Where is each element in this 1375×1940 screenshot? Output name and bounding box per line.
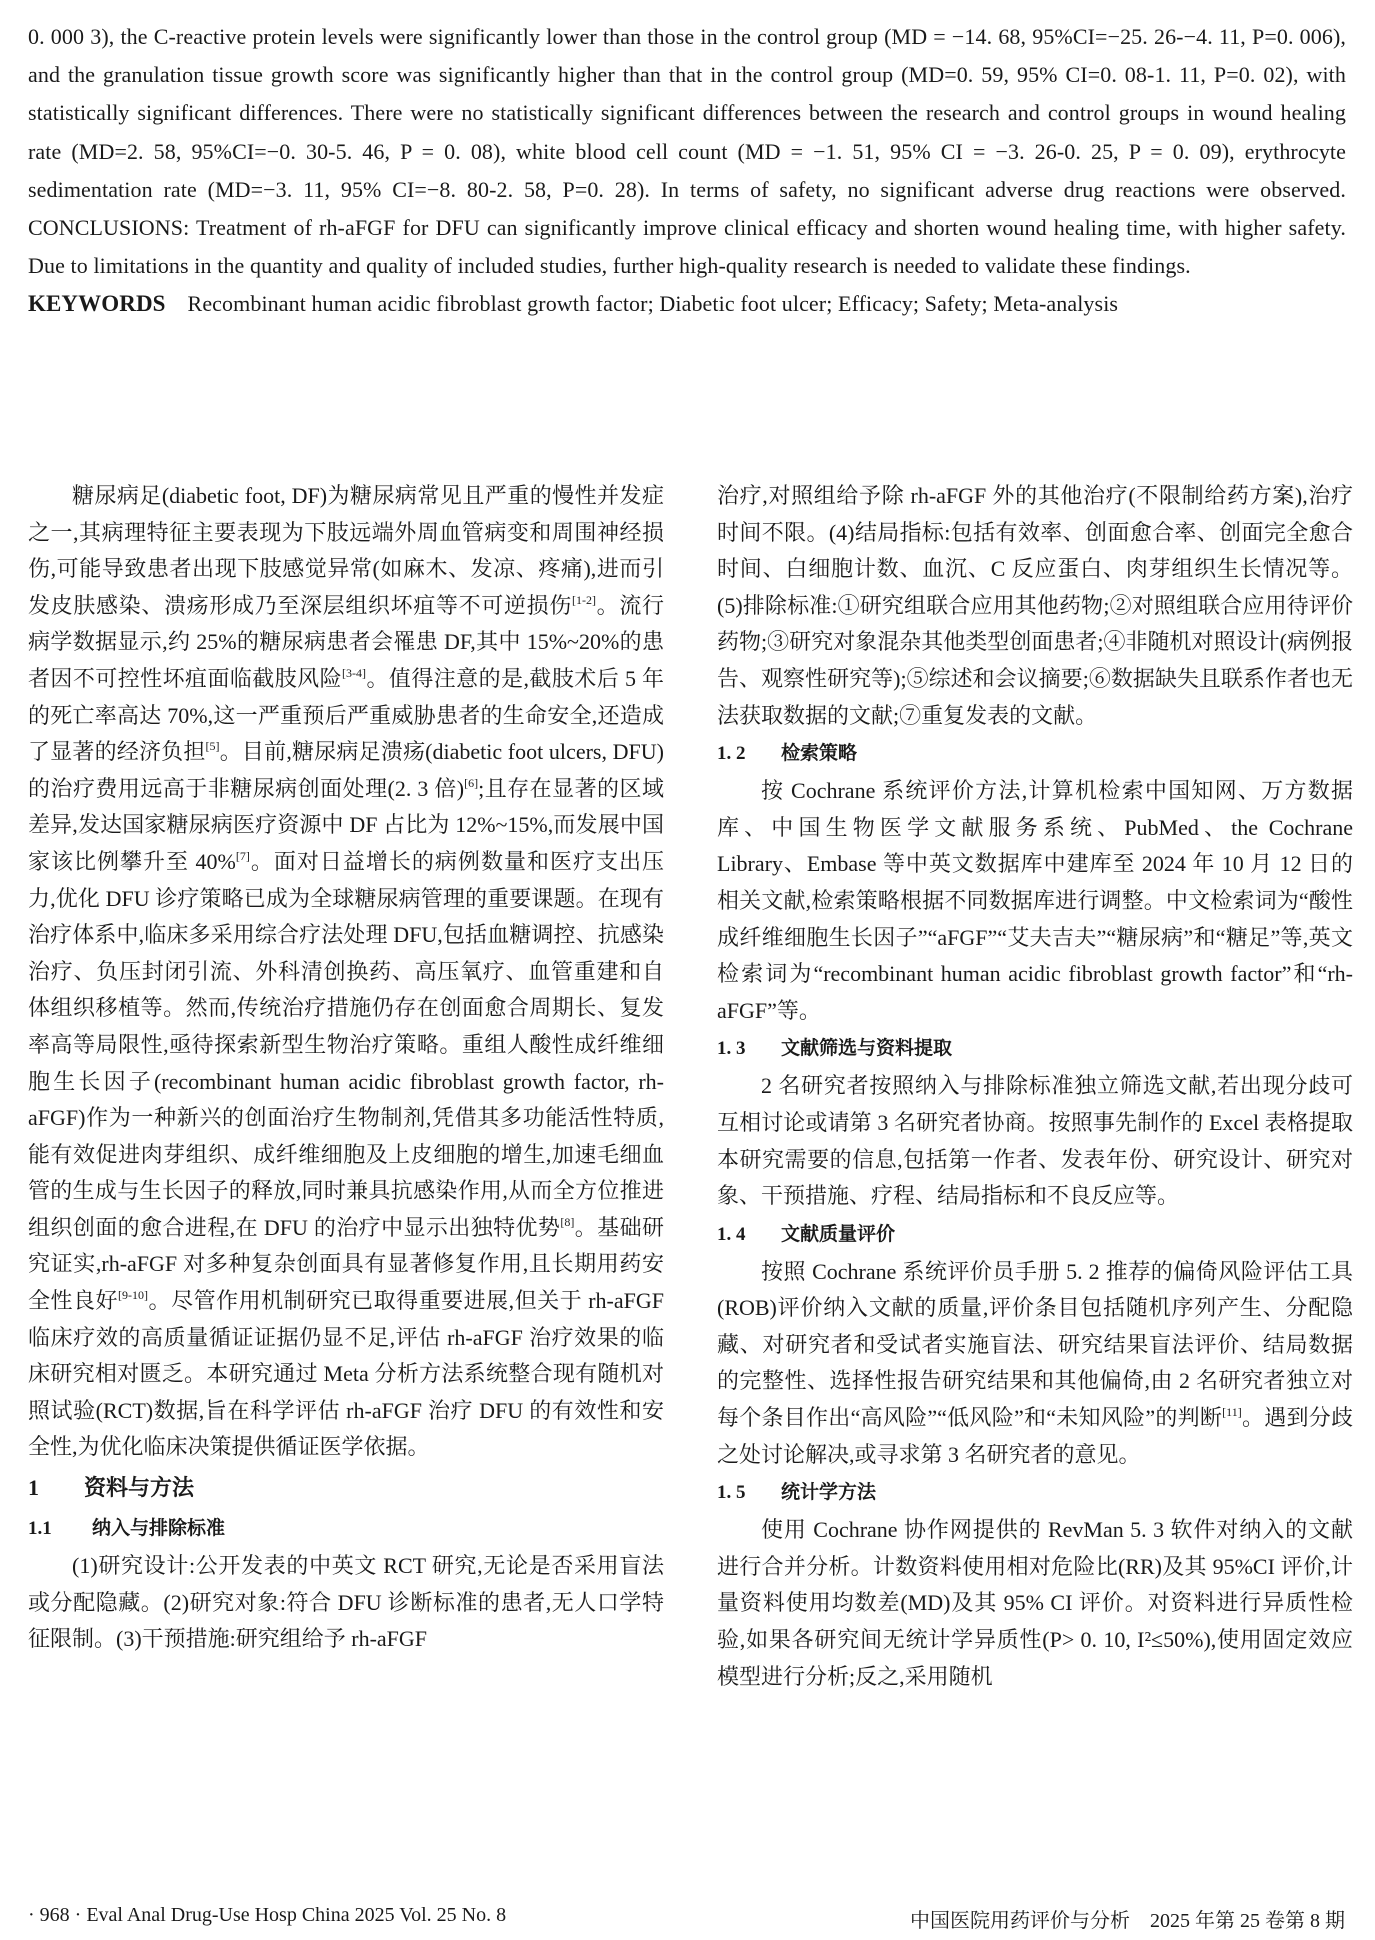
page-footer-left: · 968 · Eval Anal Drug-Use Hosp China 2025 Vol. 25 No. 8	[28, 1904, 507, 1926]
screening-text: 2 名研究者按照纳入与排除标准独立筛选文献,若出现分歧可互相讨论或请第 3 名研究者协商。按照事先制作的 Excel 表格提取本研究需要的信息,包括第一作者、发表年份、研究设计、研究对象、干预措施、疗程、结局指标和不良反应等。	[717, 1073, 1353, 1209]
intro-text-7: 。基础研究证实,rh-aFGF 对多种复杂创面具有显著修复作用,且长期用药安全性良好	[28, 1214, 664, 1314]
inclusion-criteria-text: (1)研究设计:公开发表的中英文 RCT 研究,无论是否采用盲法或分配隐藏。(2)研究对象:符合 DFU 诊断标准的患者,无人口学特征限制。(3)干预措施:研究组给予 rh-aFGF	[28, 1553, 664, 1652]
intro-text-2: 。流行病学数据显示,约 25%的糖尿病患者会罹患 DF,其中 15%~20%的患者因不可控性坏疽面临截肢风险	[28, 592, 664, 691]
subsection-title: 文献筛选与资料提取	[781, 1037, 953, 1060]
quality-text-1: 按照 Cochrane 系统评价员手册 5. 2 推荐的偏倚风险评估工具(ROB)评价纳入文献的质量,评价条目包括随机序列产生、分配隐藏、对研究者和受试者实施盲法、研究结果盲法评价、结局数据的完整性、选择性报告研究结果和其他偏倚,由 2 名研究者独立对每个条目作出“高风险”“低风险”和“未知风险”的判断	[717, 1258, 1353, 1431]
right-column	[717, 478, 1353, 1695]
page-footer-right: 中国医院用药评价与分析 2025 年第 25 卷第 8 期	[910, 1910, 1345, 1932]
subsection-number: 1. 4	[717, 1223, 746, 1245]
quality-assessment-text	[717, 1254, 1353, 1474]
keywords-label: KEYWORDS	[28, 291, 166, 317]
subsection-title: 检索策略	[781, 742, 858, 765]
quality-text-2: 。遇到分歧之处讨论解决,或寻求第 3 名研究者的意见。	[717, 1405, 1353, 1467]
search-strategy-text: 按 Cochrane 系统评价方法,计算机检索中国知网、万方数据库、中国生物医学文献服务系统、PubMed、the Cochrane Library、Embase 等中英文数据库中建库至 2024 年 10 月 12 日的相关文献,检索策略根据不同数据库进行调整。中文检索词为“酸性成纤维细胞生长因子”“aFGF”“艾夫吉夫”“糖尿病”和“糖足”等,英文检索词为“recombinant human acidic fibroblast growth factor”和“rh-aFGF”等。	[717, 778, 1353, 1023]
citation: [3-4]	[342, 665, 367, 680]
left-column	[28, 478, 664, 1658]
subsection-title: 纳入与排除标准	[92, 1517, 226, 1540]
intro-text-3: 。值得注意的是,截肢术后 5 年的死亡率高达 70%,这一严重预后严重威胁患者的生命安全,还造成了显著的经济负担	[28, 665, 664, 765]
subsection-heading-1-5	[717, 1473, 1353, 1512]
subsection-heading-1-4	[717, 1215, 1353, 1254]
intro-text-8: 。尽管作用机制研究已取得重要进展,但关于 rh-aFGF 临床疗效的高质量循证证据仍显不足,评估 rh-aFGF 治疗效果的临床研究相对匮乏。本研究通过 Meta 分析方法系统整合现有随机对照试验(RCT)数据,旨在科学评估 rh-aFGF 治疗 DFU 的有效性和安全性,为优化临床决策提供循证医学依据。	[28, 1288, 664, 1460]
subsection-heading-1-2	[717, 734, 1353, 773]
english-abstract	[28, 18, 1346, 324]
citation: [6]	[464, 775, 479, 790]
subsection-number: 1. 2	[717, 743, 746, 765]
subsection-title: 文献质量评价	[781, 1222, 896, 1245]
subsection-title: 统计学方法	[781, 1481, 877, 1504]
keywords-text: Recombinant human acidic fibroblast growth factor; Diabetic foot ulcer; Efficacy; Safety; Meta-analysis	[187, 291, 1119, 317]
keywords-line	[28, 285, 1346, 323]
citation: [7]	[235, 848, 250, 863]
intro-text-4: 。目前,糖尿病足溃疡(diabetic foot ulcers, DFU)的治疗费用远高于非糖尿病创面处理(2. 3 倍)	[28, 739, 664, 801]
citation: [11]	[1222, 1405, 1242, 1420]
abstract-body: 0. 000 3), the C-reactive protein levels were significantly lower than those in the control group (MD = −14. 68, 95%CI=−25. 26-−4. 11, P=0. 006), and the granulation tissue growth score was significantly higher than that in the control group (MD=0. 59, 95% CI=0. 08-1. 11, P=0. 02), with statistically significant differences. There were no statistically significant differences between the research and control groups in wound healing rate (MD=2. 58, 95%CI=−0. 30-5. 46, P = 0. 08), white blood cell count (MD = −1. 51, 95% CI = −3. 26-0. 25, P = 0. 09), erythrocyte sedimentation rate (MD=−3. 11, 95% CI=−8. 80-2. 58, P=0. 28). In terms of safety, no significant adverse drug reactions were observed. CONCLUSIONS: Treatment of rh-aFGF for DFU can significantly improve clinical efficacy and shorten wound healing time, with higher safety. Due to limitations in the quantity and quality of included studies, further high-quality research is needed to validate these findings.	[28, 24, 1346, 279]
inclusion-criteria-continued: 治疗,对照组给予除 rh-aFGF 外的其他治疗(不限制给药方案),治疗时间不限。(4)结局指标:包括有效率、创面愈合率、创面完全愈合时间、白细胞计数、血沉、C 反应蛋白、肉芽组织生长情况等。(5)排除标准:①研究组联合应用其他药物;②对照组联合应用待评价药物;③研究对象混杂其他类型创面患者;④非随机对照设计(病例报告、观察性研究等);⑤综述和会议摘要;⑥数据缺失且联系作者也无法获取数据的文献;⑦重复发表的文献。	[717, 483, 1353, 728]
intro-text-5: ;且存在显著的区域差异,发达国家糖尿病医疗资源中 DF 占比为 12%~15%,而发展中国家该比例攀升至 40%	[28, 775, 664, 874]
section-heading-1	[28, 1468, 664, 1509]
intro-text-1: 糖尿病足(diabetic foot, DF)为糖尿病常见且严重的慢性并发症之一,其病理特征主要表现为下肢远端外周血管病变和周围神经损伤,可能导致患者出现下肢感觉异常(如麻木、发凉、疼痛),进而引发皮肤感染、溃疡形成乃至深层组织坏疽等不可逆损伤	[28, 483, 664, 618]
citation: [9-10]	[118, 1288, 149, 1303]
section-title: 资料与方法	[84, 1476, 195, 1502]
subsection-number: 1. 3	[717, 1038, 746, 1060]
subsection-heading-1-1	[28, 1509, 664, 1548]
section-number: 1	[28, 1475, 39, 1501]
citation: [5]	[205, 739, 220, 754]
subsection-number: 1.1	[28, 1518, 52, 1540]
citation: [1-2]	[571, 592, 596, 607]
intro-paragraph	[28, 478, 664, 1466]
intro-text-6: 。面对日益增长的病例数量和医疗支出压力,优化 DFU 诊疗策略已成为全球糖尿病管理的重要课题。在现有治疗体系中,临床多采用综合疗法处理 DFU,包括血糖调控、抗感染治疗、负压封闭引流、外科清创换药、高压氧疗、血管重建和自体组织移植等。然而,传统治疗措施仍存在创面愈合周期长、复发率高等局限性,亟待探索新型生物治疗策略。重组人酸性成纤维细胞生长因子(recombinant human acidic fibroblast growth factor, rh-aFGF)作为一种新兴的创面治疗生物制剂,凭借其多功能活性特质,能有效促进肉芽组织、成纤维细胞及上皮细胞的增生,加速毛细血管的生成与生长因子的释放,同时兼具抗感染作用,从而全方位推进组织创面的愈合进程,在 DFU 的治疗中显示出独特优势	[28, 848, 664, 1240]
citation: [8]	[560, 1214, 575, 1229]
subsection-number: 1. 5	[717, 1482, 746, 1504]
statistics-text: 使用 Cochrane 协作网提供的 RevMan 5. 3 软件对纳入的文献进行合并分析。计数资料使用相对危险比(RR)及其 95%CI 评价,计量资料使用均数差(MD)及其 95% CI 评价。对资料进行异质性检验,如果各研究间无统计学异质性(P> 0. 10, I²≤50%),使用固定效应模型进行分析;反之,采用随机	[717, 1517, 1353, 1689]
subsection-heading-1-3	[717, 1029, 1353, 1068]
